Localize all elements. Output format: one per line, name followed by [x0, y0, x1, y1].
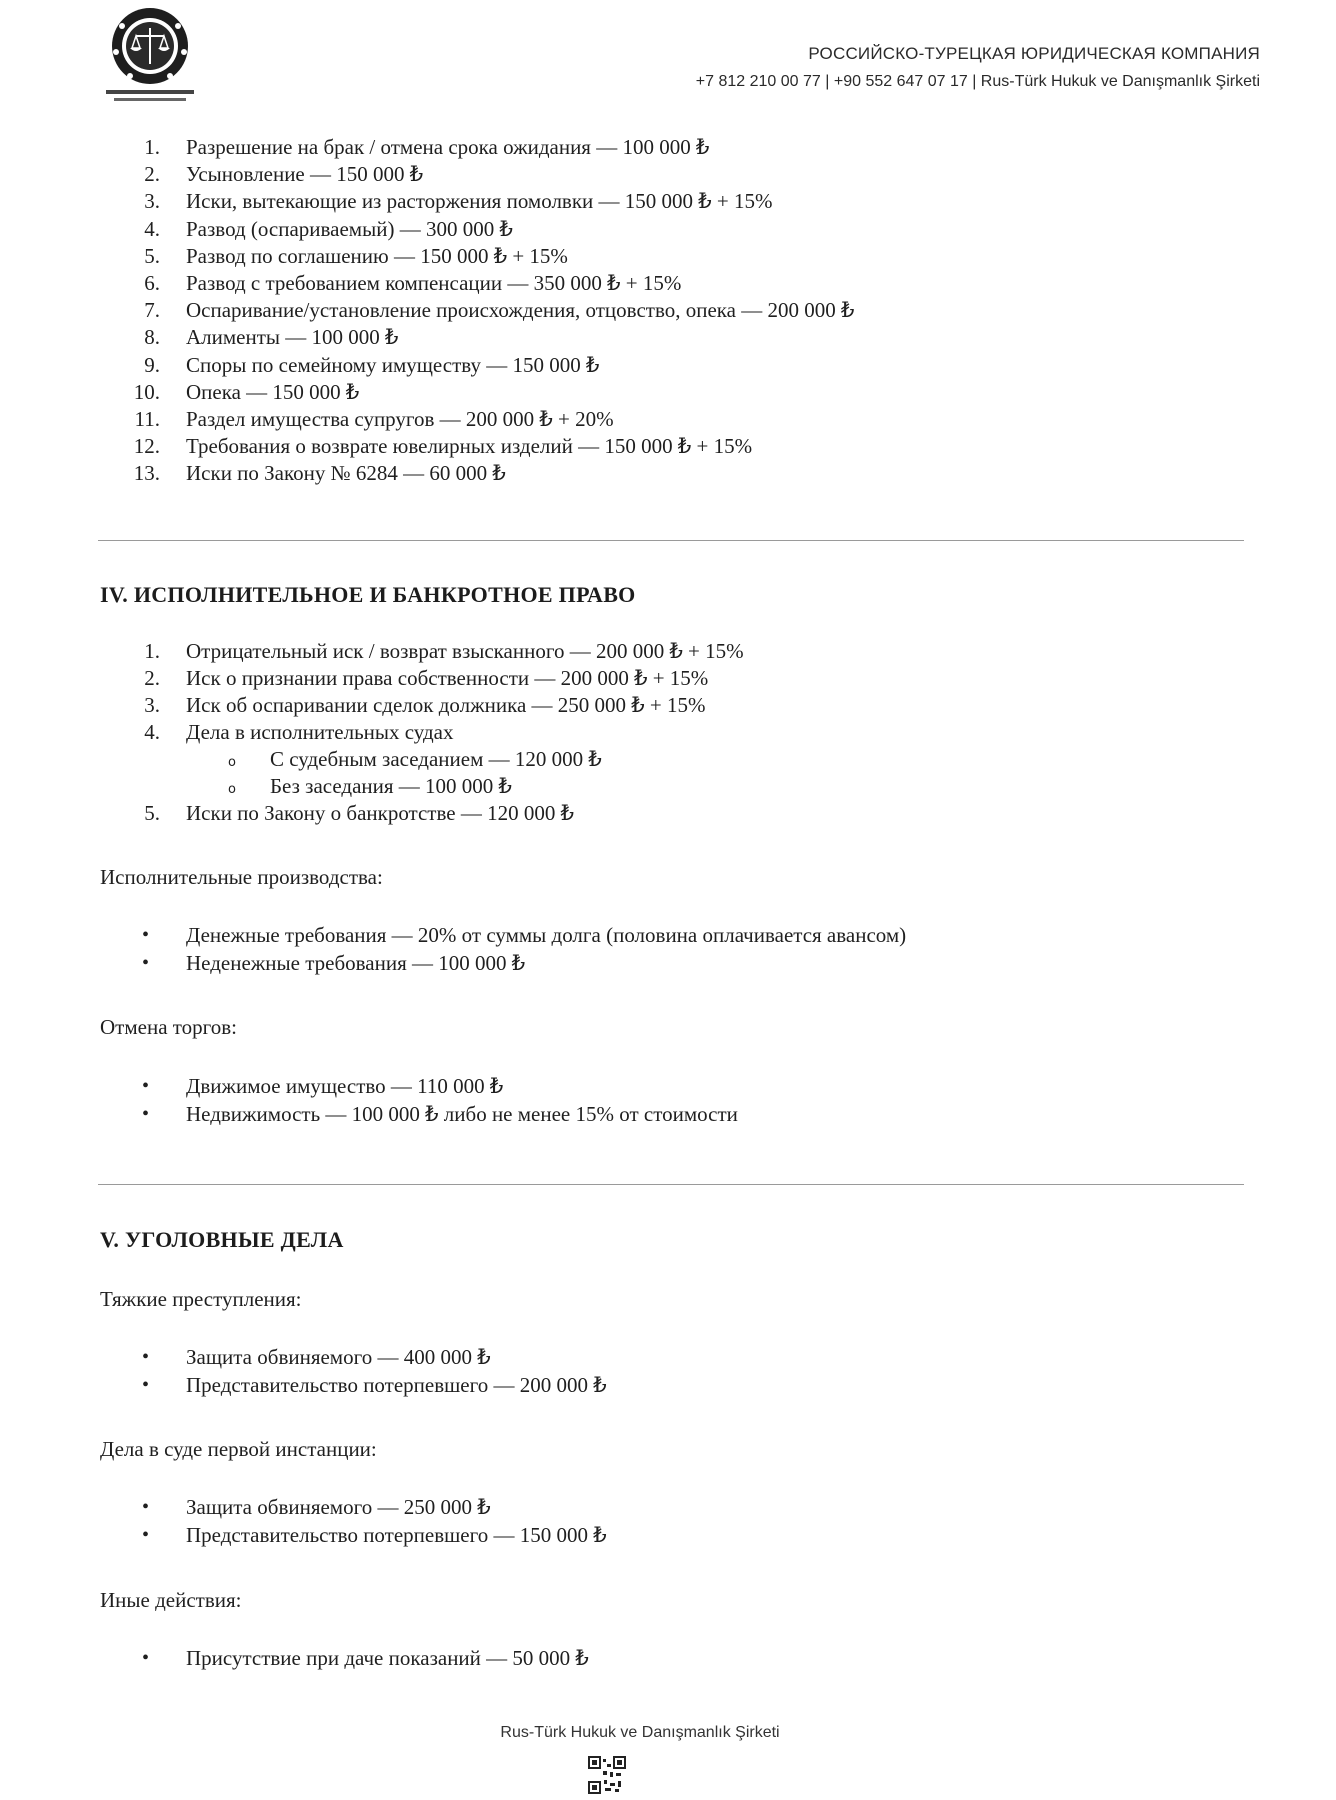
bullet-item-text: Присутствие при даче показаний — 50 000 ₺: [186, 1646, 589, 1670]
bullet-item-text: Недвижимость — 100 000 ₺ либо не менее 15% от стоимости: [186, 1102, 738, 1126]
list-item-number: 4.: [144, 216, 160, 241]
bullet-icon: •: [142, 1346, 150, 1368]
list-item-text: Раздел имущества супругов — 200 000 ₺ + 20%: [186, 407, 614, 431]
bullet-icon: •: [142, 1103, 150, 1125]
list-item-number: 6.: [144, 271, 160, 295]
list-item-text: Иск об оспаривании сделок должника — 250 000 ₺ + 15%: [186, 693, 706, 717]
bullet-item-text: Представительство потерпевшего — 150 000 ₺: [186, 1523, 607, 1547]
hollow-bullet-icon: o: [228, 755, 236, 770]
list-item-text: Опека — 150 000 ₺: [186, 379, 360, 404]
list-item-number: 3.: [144, 693, 160, 717]
bullet-item-text: Движимое имущество — 110 000 ₺: [186, 1074, 504, 1098]
bullet-icon: •: [142, 1647, 150, 1669]
grave-crimes-label: Тяжкие преступления:: [100, 1287, 302, 1311]
list-item-number: 5.: [144, 801, 160, 825]
list-item-text: Отрицательный иск / возврат взысканного — 200 000 ₺ + 15%: [186, 639, 744, 663]
sub-list-item-text: С судебным заседанием — 120 000 ₺: [270, 747, 602, 771]
section-divider: [98, 1184, 1244, 1185]
list-item-text: Споры по семейному имуществу — 150 000 ₺: [186, 352, 600, 377]
list-item-number: 3.: [144, 189, 160, 214]
list-item-text: Иски по Закону № 6284 — 60 000 ₺: [186, 461, 506, 486]
list-item-number: 13.: [133, 461, 160, 486]
bullet-icon: •: [142, 1374, 150, 1396]
list-item-number: 7.: [144, 298, 160, 323]
list-item-text: Алименты — 100 000 ₺: [186, 325, 399, 350]
auction-cancel-label: Отмена торгов:: [100, 1015, 238, 1039]
list-item-number: 2.: [144, 162, 160, 187]
list-item-text: Иски, вытекающие из расторжения помолвки — 150 000 ₺ + 15%: [186, 189, 773, 214]
list-item-number: 5.: [144, 243, 160, 268]
list-item-text: Развод с требованием компенсации — 350 000 ₺ + 15%: [186, 271, 682, 295]
list-item-text: Дела в исполнительных судах: [186, 720, 454, 744]
list-item-text: Усыновление — 150 000 ₺: [186, 162, 424, 187]
other-actions-label: Иные действия:: [100, 1588, 242, 1612]
list-item-number: 10.: [133, 379, 160, 404]
list-item-text: Развод по соглашению — 150 000 ₺ + 15%: [186, 243, 568, 268]
bullet-icon: •: [142, 1496, 150, 1518]
list-item-number: 1.: [144, 639, 160, 663]
list-item-number: 2.: [144, 666, 160, 690]
section-title-enforcement: IV. ИСПОЛНИТЕЛЬНОЕ И БАНКРОТНОЕ ПРАВО: [100, 582, 636, 607]
footer-company: Rus-Türk Hukuk ve Danışmanlık Şirketi: [500, 1724, 780, 1741]
list-item-text: Иски по Закону о банкротстве — 120 000 ₺: [186, 801, 574, 825]
bullet-item-text: Представительство потерпевшего — 200 000 ₺: [186, 1373, 607, 1397]
list-item-number: 11.: [134, 407, 160, 431]
company-logo: [100, 4, 200, 112]
list-item-text: Иск о признании права собственности — 200 000 ₺ + 15%: [186, 666, 709, 690]
bullet-item-text: Защита обвиняемого — 250 000 ₺: [186, 1495, 491, 1519]
bullet-item-text: Защита обвиняемого — 400 000 ₺: [186, 1345, 491, 1369]
bullet-icon: •: [142, 924, 150, 946]
list-item-text: Оспаривание/установление происхождения, отцовство, опека — 200 000 ₺: [186, 298, 855, 323]
list-item-text: Требования о возврате ювелирных изделий — 150 000 ₺ + 15%: [186, 434, 753, 459]
enforcement-proceedings-label: Исполнительные производства:: [100, 865, 383, 889]
section-divider: [98, 540, 1244, 541]
list-item-number: 8.: [144, 325, 160, 350]
bullet-item-text: Неденежные требования — 100 000 ₺: [186, 951, 526, 975]
list-item-text: Развод (оспариваемый) — 300 000 ₺: [186, 216, 513, 241]
first-instance-label: Дела в суде первой инстанции:: [100, 1437, 377, 1461]
header-company-name: РОССИЙСКО-ТУРЕЦКАЯ ЮРИДИЧЕСКАЯ КОМПАНИЯ: [808, 44, 1260, 63]
section-title-criminal: V. УГОЛОВНЫЕ ДЕЛА: [100, 1227, 344, 1252]
qr-code-icon: [588, 1756, 626, 1794]
bullet-icon: •: [142, 1524, 150, 1546]
list-item-number: 12.: [133, 434, 160, 459]
bullet-item-text: Денежные требования — 20% от суммы долга (половина оплачивается авансом): [186, 923, 907, 947]
hollow-bullet-icon: o: [228, 782, 236, 797]
header-contacts: +7 812 210 00 77 | +90 552 647 07 17 | Rus-Türk Hukuk ve Danışmanlık Şirketi: [695, 73, 1260, 90]
sub-list-item-text: Без заседания — 100 000 ₺: [270, 774, 512, 798]
bullet-icon: •: [142, 1075, 150, 1097]
list-item-number: 4.: [144, 720, 160, 744]
bullet-icon: •: [142, 952, 150, 974]
list-item-number: 1.: [144, 135, 160, 159]
list-item-text: Разрешение на брак / отмена срока ожидания — 100 000 ₺: [186, 135, 710, 159]
list-item-number: 9.: [144, 352, 160, 377]
